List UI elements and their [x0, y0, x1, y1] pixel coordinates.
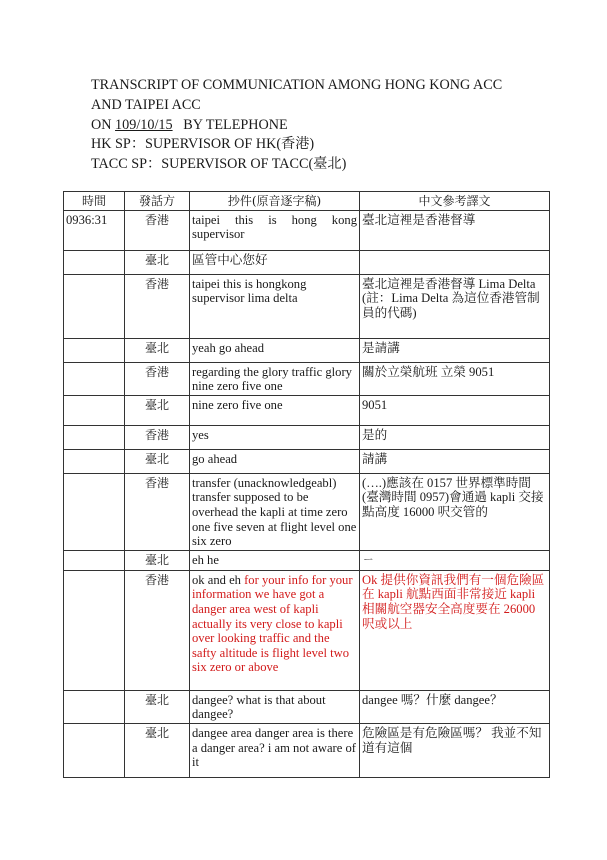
- title-line-2: AND TAIPEI ACC: [91, 96, 201, 113]
- row-transcript: [190, 425, 360, 449]
- row-reference: 是的: [360, 425, 550, 449]
- row-reference: 9051: [360, 395, 550, 425]
- transcript-text: yes: [192, 427, 209, 442]
- table-row: [64, 570, 550, 690]
- table-row: [64, 690, 550, 723]
- table-row: [64, 250, 550, 274]
- row-speaker: 香港: [125, 210, 190, 250]
- row-transcript: [190, 690, 360, 723]
- table-row: [64, 425, 550, 449]
- row-reference: 臺北這裡是香港督導: [360, 210, 550, 250]
- table-row: [64, 274, 550, 338]
- row-speaker: 臺北: [125, 338, 190, 362]
- row-speaker: 香港: [125, 274, 190, 338]
- row-time: [64, 425, 125, 449]
- table-row: [64, 210, 550, 250]
- row-reference: ㄧ: [360, 550, 550, 570]
- table-row: [64, 395, 550, 425]
- row-transcript: [190, 362, 360, 395]
- column-header-transcript: 抄件(原音逐字稿): [190, 192, 360, 211]
- row-time: [64, 274, 125, 338]
- transcript-table: [63, 191, 550, 778]
- row-time: [64, 690, 125, 723]
- row-time: [64, 362, 125, 395]
- row-reference: 危險區是有危險區嗎？ 我並不知道有這個: [360, 723, 550, 777]
- row-time: [64, 449, 125, 473]
- row-transcript: [190, 449, 360, 473]
- table-row: [64, 449, 550, 473]
- row-speaker: 臺北: [125, 550, 190, 570]
- row-reference: (….)應該在 0157 世界標準時間(臺灣時間 0957)會通過 kapli 交接點高度 16000 呎交管的: [360, 473, 550, 550]
- row-speaker: 臺北: [125, 449, 190, 473]
- transcript-text: eh he: [192, 552, 219, 567]
- row-speaker: 臺北: [125, 690, 190, 723]
- transcript-text: yeah go ahead: [192, 340, 265, 355]
- row-transcript: [190, 250, 360, 274]
- column-header-time: 時間: [64, 192, 125, 211]
- document-header: [91, 76, 561, 175]
- transcript-text: dangee? what is that about dangee?: [192, 692, 326, 722]
- transcript-text: regarding the glory traffic glory nine zero five one: [192, 364, 352, 394]
- row-speaker: 臺北: [125, 395, 190, 425]
- row-speaker: 香港: [125, 570, 190, 690]
- method-text: BY TELEPHONE: [172, 116, 288, 133]
- row-transcript: [190, 274, 360, 338]
- date-value: 109/10/15: [115, 116, 173, 133]
- transcript-text: 區管中心您好: [192, 252, 268, 267]
- row-reference: [360, 250, 550, 274]
- row-speaker: 臺北: [125, 250, 190, 274]
- row-time: [64, 338, 125, 362]
- row-transcript: [190, 723, 360, 777]
- row-time: 0936:31: [64, 210, 125, 250]
- transcript-text: taipei this is hong kong supervisor: [192, 212, 357, 242]
- row-time: [64, 395, 125, 425]
- tacc-supervisor-line: TACC SP：SUPERVISOR OF TACC(臺北): [91, 156, 347, 173]
- date-line: [91, 116, 561, 136]
- transcript-highlight-text: for your info for your information we have got a danger area west of kapli actually its very close to kapli over looking traffic and the safty altitude is flight level two six zero or above: [192, 572, 353, 675]
- column-header-reference: 中文參考譯文: [360, 192, 550, 211]
- transcript-text: nine zero five one: [192, 397, 283, 412]
- title-line-1: TRANSCRIPT OF COMMUNICATION AMONG HONG KONG ACC: [91, 77, 503, 93]
- table-row: [64, 362, 550, 395]
- row-time: [64, 570, 125, 690]
- row-time: [64, 473, 125, 550]
- row-reference: 臺北這裡是香港督導 Lima Delta (註：Lima Delta 為這位香港管制員的代碼): [360, 274, 550, 338]
- row-speaker: 臺北: [125, 723, 190, 777]
- row-transcript: [190, 473, 360, 550]
- row-reference: dangee 嗎？什麼 dangee？: [360, 690, 550, 723]
- row-reference: 請講: [360, 449, 550, 473]
- row-reference: 關於立榮航班 立榮 9051: [360, 362, 550, 395]
- transcript-text: ok and eh: [192, 572, 245, 587]
- row-transcript: [190, 210, 360, 250]
- transcript-text: go ahead: [192, 451, 238, 466]
- table-header-row: [64, 192, 550, 211]
- row-speaker: 香港: [125, 362, 190, 395]
- row-transcript: [190, 395, 360, 425]
- transcript-text: transfer (unacknowledgeabl) transfer supposed to be overhead the kapli at time zero one five seven at flight level one six zero: [192, 475, 357, 549]
- table-row: [64, 550, 550, 570]
- row-speaker: 香港: [125, 473, 190, 550]
- date-prefix: ON: [91, 116, 116, 133]
- row-time: [64, 723, 125, 777]
- row-reference: 是請講: [360, 338, 550, 362]
- table-row: [64, 338, 550, 362]
- row-transcript: [190, 550, 360, 570]
- hk-supervisor-line: HK SP：SUPERVISOR OF HK(香港): [91, 136, 315, 153]
- column-header-speaker: 發話方: [125, 192, 190, 211]
- row-transcript: [190, 570, 360, 690]
- transcript-text: dangee area danger area is there a danger area? i am not aware of it: [192, 725, 356, 770]
- row-reference: Ok 提供你資訊我們有一個危險區在 kapli 航點西面非常接近 kapli 相關航空器安全高度要在 26000 呎或以上: [360, 570, 550, 690]
- transcript-text: taipei this is hongkong supervisor lima delta: [192, 276, 307, 306]
- row-speaker: 香港: [125, 425, 190, 449]
- row-time: [64, 250, 125, 274]
- row-time: [64, 550, 125, 570]
- table-row: [64, 723, 550, 777]
- row-transcript: [190, 338, 360, 362]
- table-row: [64, 473, 550, 550]
